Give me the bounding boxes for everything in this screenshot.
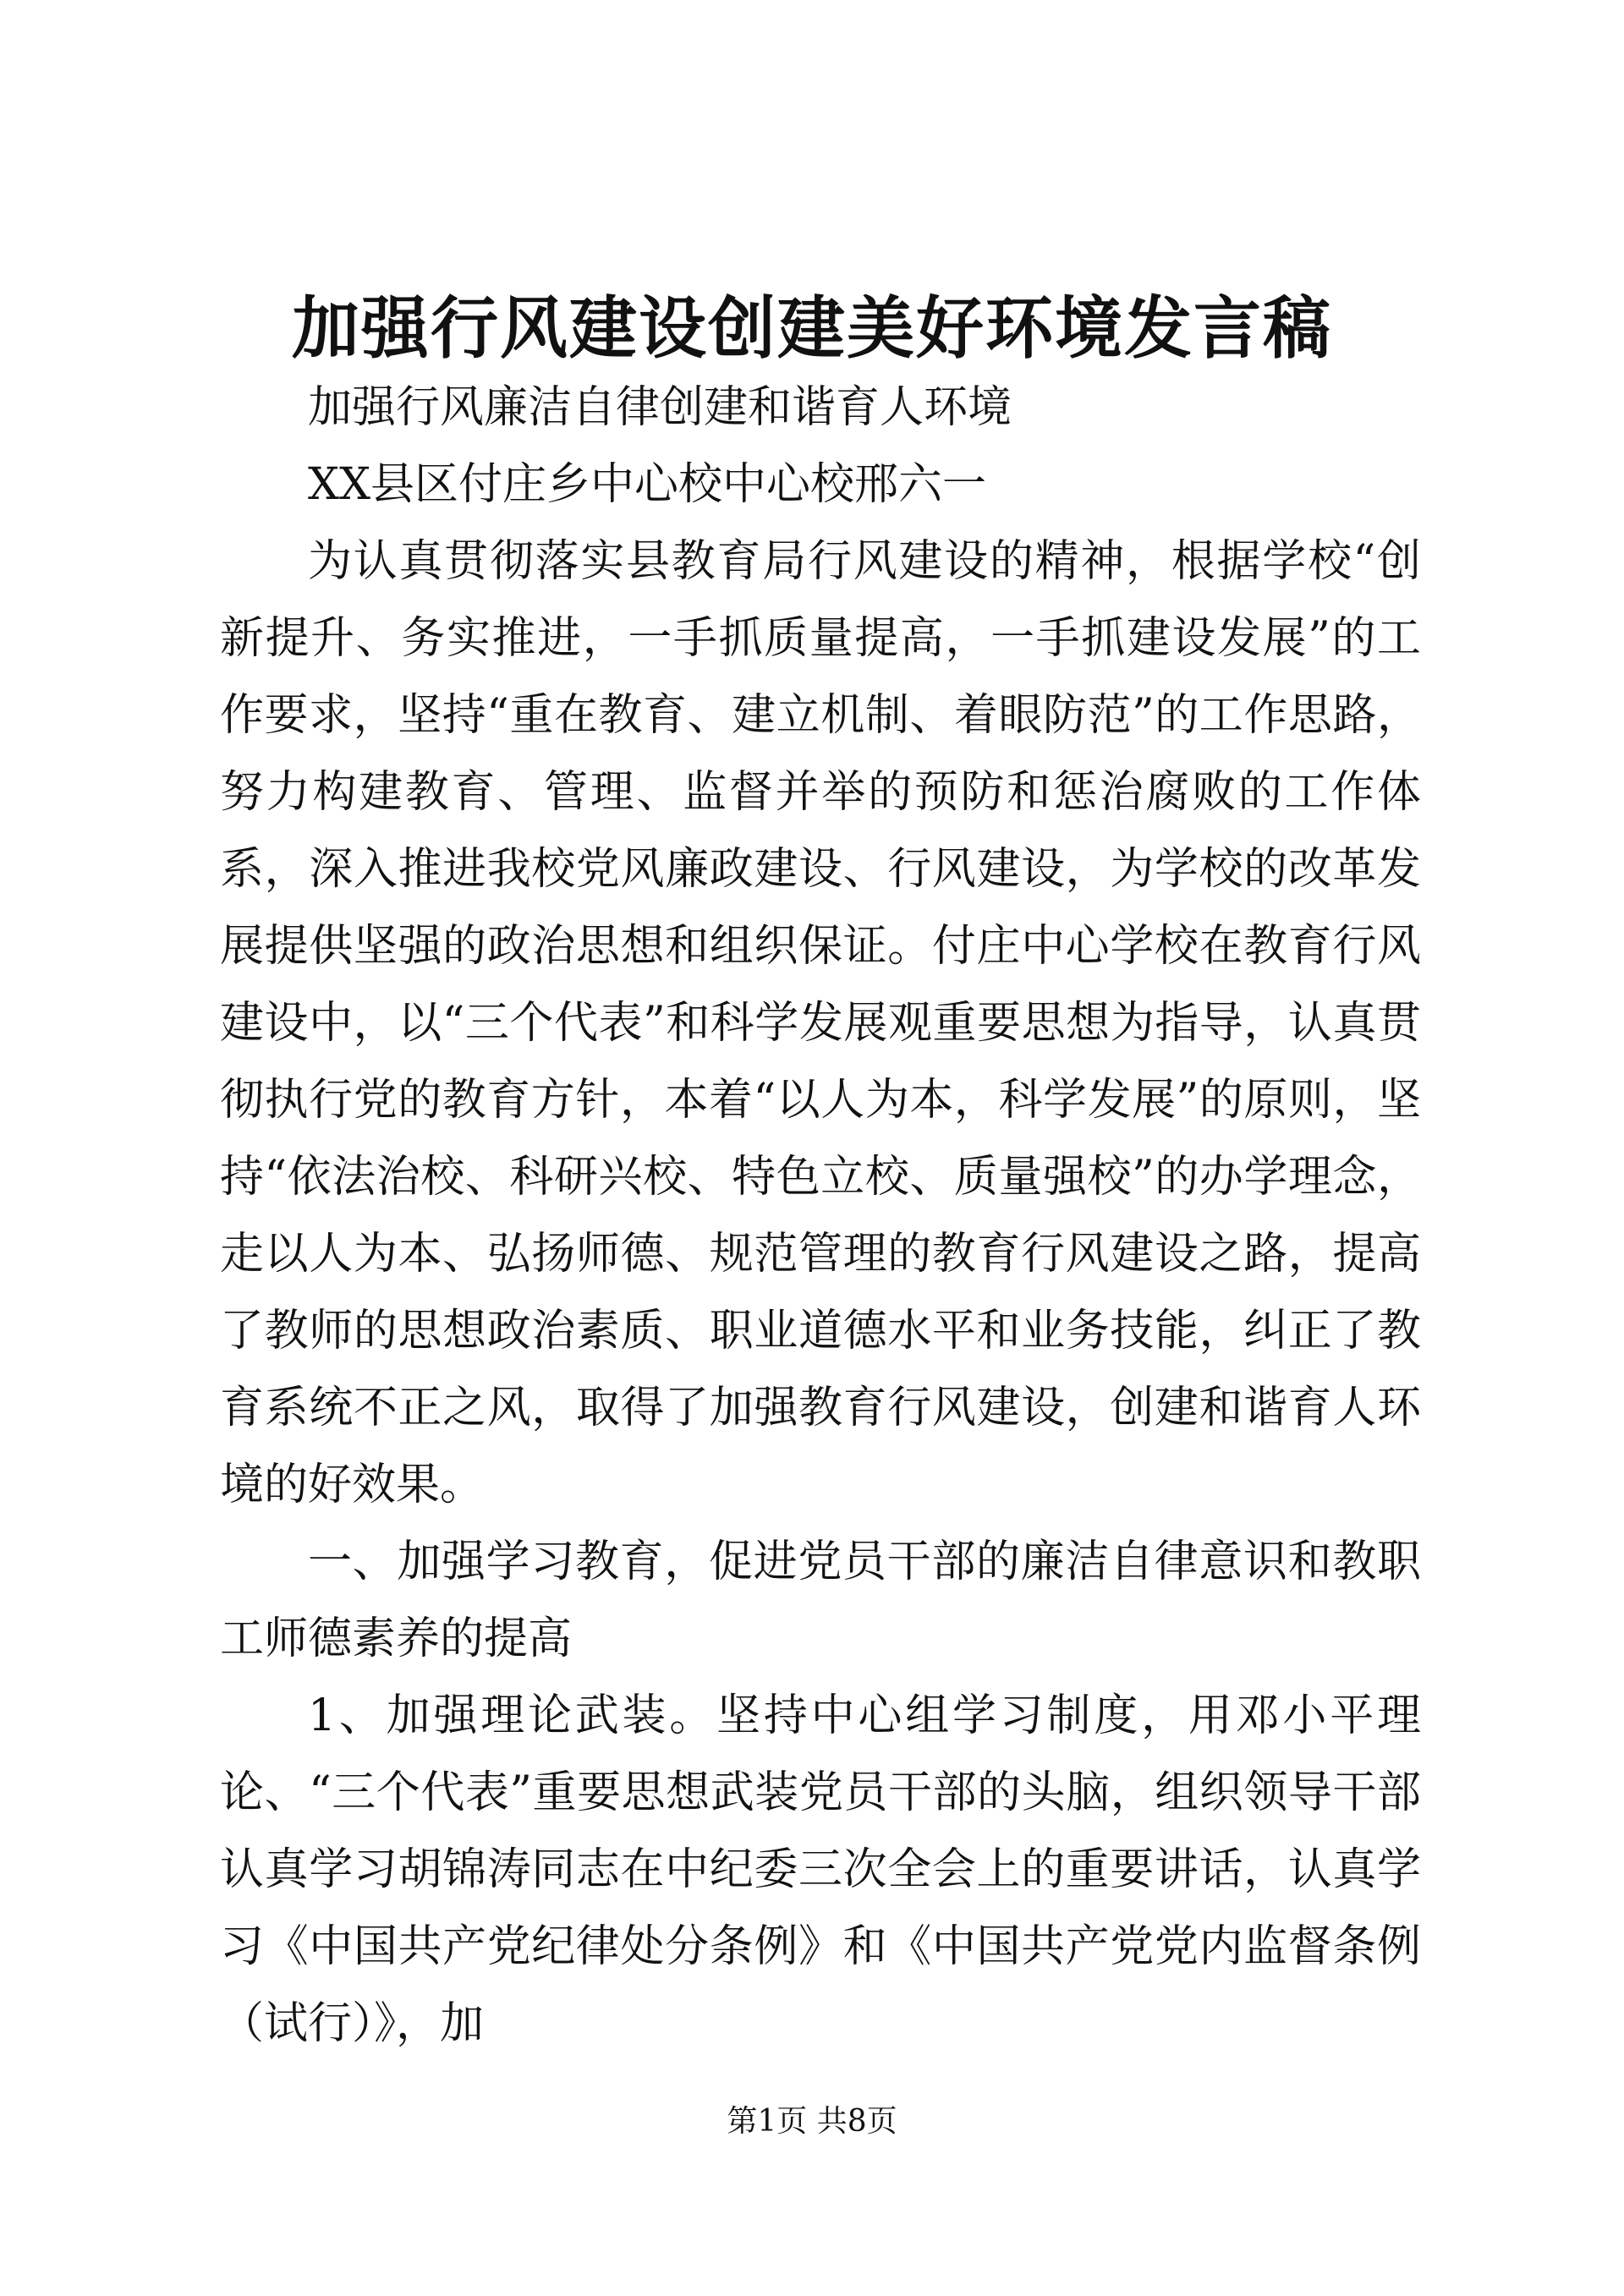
body-paragraph: 1、加强理论武装。坚持中心组学习制度，用邓小平理论、“三个代表”重要思想武装党员干部的头脑，组织领导干部认真学习胡锦涛同志在中纪委三次全会上的重要讲话，认真学习《中国共产党纪律处分条例》和《中国共产党党内监督条例（试行）》，加: [220, 1690, 1421, 2049]
section-heading: 一、加强学习教育，促进党员干部的廉洁自律意识和教职工师德素养的提高: [220, 1537, 1421, 1664]
document-body: [220, 370, 1421, 2063]
subtitle-line: 加强行风廉洁自律创建和谐育人环境: [308, 382, 1012, 433]
page-number: 第1页 共8页: [727, 2104, 897, 2139]
intro-paragraph: 为认真贯彻落实县教育局行风建设的精神，根据学校“创新提升、务实推进，一手抓质量提高，一手抓建设发展”的工作要求，坚持“重在教育、建立机制、着眼防范”的工作思路，努力构建教育、管理、监督并举的预防和惩治腐败的工作体系，深入推进我校党风廉政建设、行风建设，为学校的改革发展提供坚强的政治思想和组织保证。付庄中心学校在教育行风建设中，以“三个代表”和科学发展观重要思想为指导，认真贯彻执行党的教育方针，本着“以人为本，科学发展”的原则，坚持“依法治校、科研兴校、特色立校、质量强校”的办学理念，走以人为本、弘扬师德、规范管理的教育行风建设之路，提高了教师的思想政治素质、职业道德水平和业务技能，纠正了教育系统不正之风，取得了加强教育行风建设，创建和谐育人环境的好效果。: [220, 536, 1421, 1510]
document-title: 加强行风建设创建美好环境发言稿: [292, 288, 1332, 368]
author-line: XX县区付庄乡中心校中心校邢六一: [308, 459, 987, 510]
